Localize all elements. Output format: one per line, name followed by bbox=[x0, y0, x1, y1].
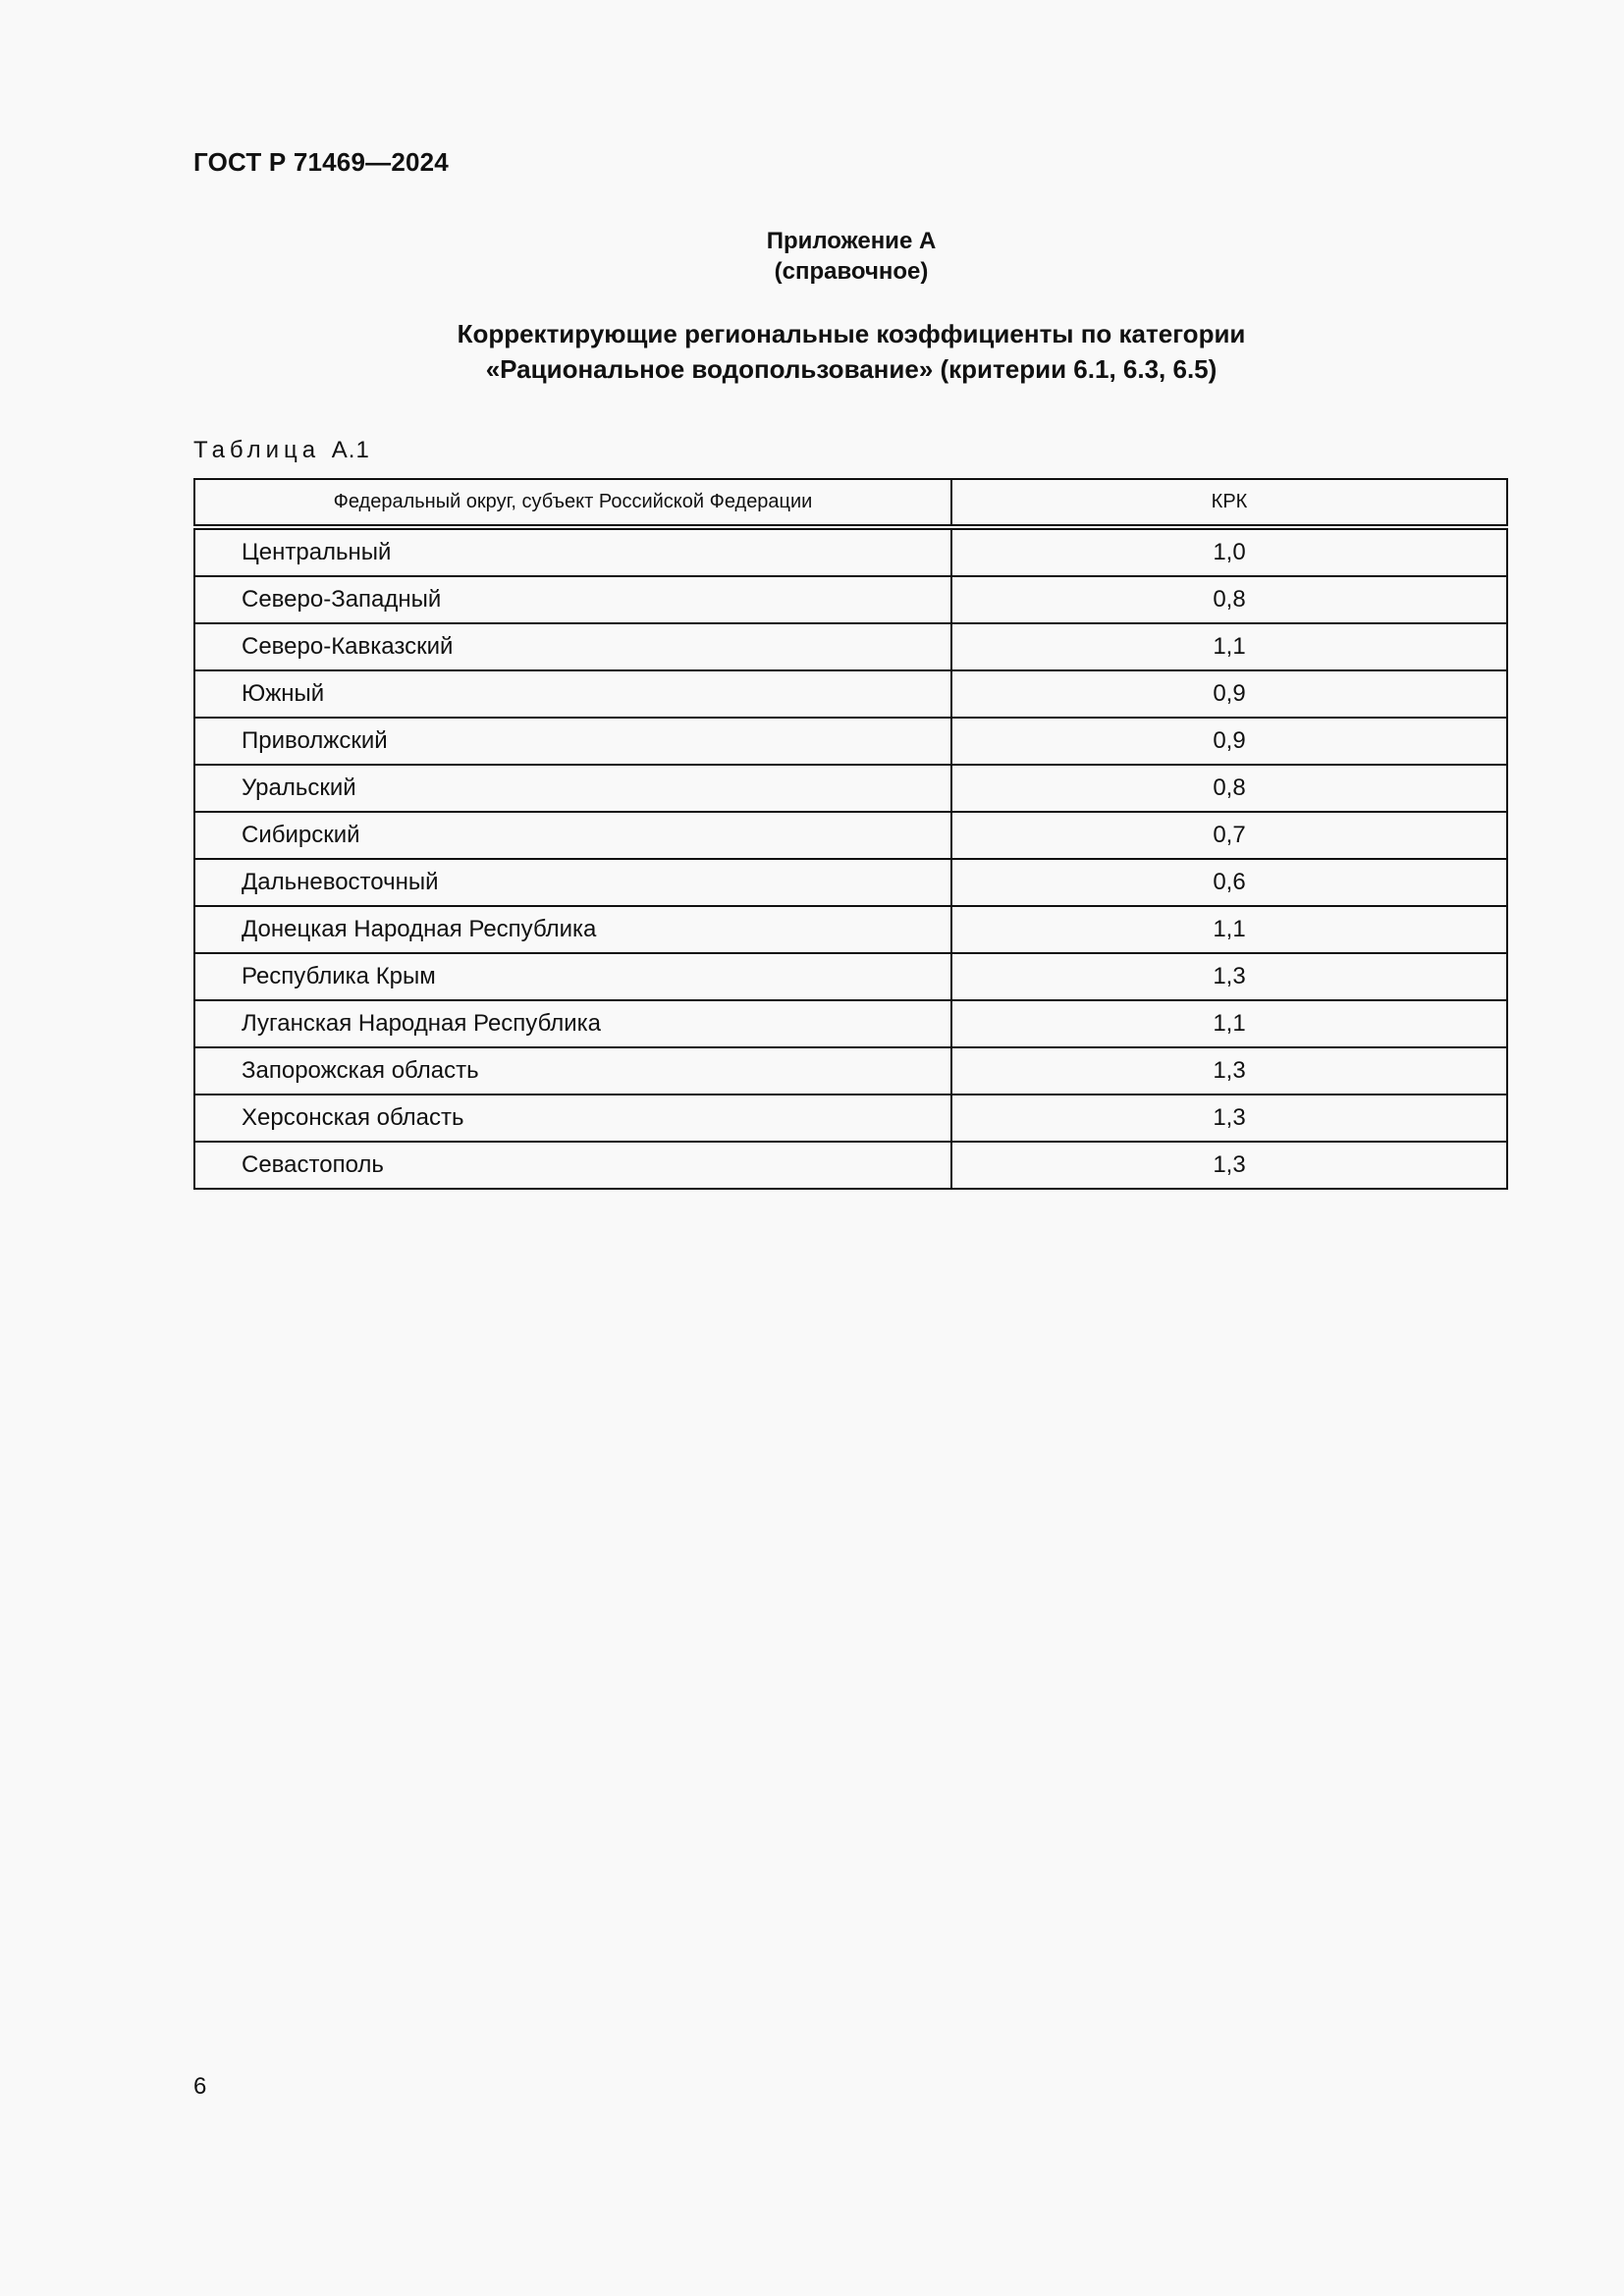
value-cell: 0,6 bbox=[951, 859, 1507, 906]
region-cell: Приволжский bbox=[194, 718, 951, 765]
value-cell: 1,1 bbox=[951, 1000, 1507, 1047]
region-cell: Севастополь bbox=[194, 1142, 951, 1189]
table-row bbox=[194, 765, 1507, 812]
appendix-type: (справочное) bbox=[774, 258, 929, 285]
table-row bbox=[194, 670, 1507, 718]
table-row bbox=[194, 812, 1507, 859]
table-row bbox=[194, 1095, 1507, 1142]
value-cell: 0,8 bbox=[951, 576, 1507, 623]
value-cell: 0,9 bbox=[951, 718, 1507, 765]
appendix-label: Приложение А bbox=[766, 228, 937, 254]
table-caption-word: Таблица bbox=[193, 437, 321, 463]
value-cell: 1,1 bbox=[951, 623, 1507, 670]
value-cell: 1,3 bbox=[951, 1047, 1507, 1095]
table-row bbox=[194, 1047, 1507, 1095]
region-cell: Дальневосточный bbox=[194, 859, 951, 906]
region-cell: Сибирский bbox=[194, 812, 951, 859]
table-row bbox=[194, 953, 1507, 1000]
value-cell: 1,3 bbox=[951, 953, 1507, 1000]
region-cell: Луганская Народная Республика bbox=[194, 1000, 951, 1047]
header-region: Федеральный округ, субъект Российской Федерации bbox=[194, 479, 951, 527]
value-cell: 0,8 bbox=[951, 765, 1507, 812]
table-row bbox=[194, 1000, 1507, 1047]
table-row bbox=[194, 1142, 1507, 1189]
region-cell: Уральский bbox=[194, 765, 951, 812]
table-header-row bbox=[194, 479, 1507, 527]
table-row bbox=[194, 718, 1507, 765]
coefficients-table bbox=[193, 478, 1508, 1190]
table-row bbox=[194, 623, 1507, 670]
table-caption bbox=[193, 437, 370, 464]
region-cell: Запорожская область bbox=[194, 1047, 951, 1095]
value-cell: 0,9 bbox=[951, 670, 1507, 718]
table-row bbox=[194, 527, 1507, 576]
section-title bbox=[0, 316, 1624, 387]
value-cell: 1,3 bbox=[951, 1095, 1507, 1142]
document-header: ГОСТ Р 71469—2024 bbox=[193, 147, 449, 177]
table-row bbox=[194, 576, 1507, 623]
region-cell: Республика Крым bbox=[194, 953, 951, 1000]
value-cell: 1,3 bbox=[951, 1142, 1507, 1189]
table-caption-number: А.1 bbox=[331, 437, 370, 463]
table-row bbox=[194, 906, 1507, 953]
region-cell: Центральный bbox=[194, 527, 951, 576]
region-cell: Южный bbox=[194, 670, 951, 718]
section-title-line-2: «Рациональное водопользование» (критерии 6.1, 6.3, 6.5) bbox=[485, 354, 1218, 384]
region-cell: Херсонская область bbox=[194, 1095, 951, 1142]
section-title-line-1: Корректирующие региональные коэффициенты по категории bbox=[457, 319, 1246, 348]
page-number: 6 bbox=[193, 2073, 207, 2100]
region-cell: Северо-Кавказский bbox=[194, 623, 951, 670]
value-cell: 0,7 bbox=[951, 812, 1507, 859]
value-cell: 1,1 bbox=[951, 906, 1507, 953]
header-coefficient: КРК bbox=[951, 479, 1507, 527]
appendix-heading bbox=[0, 226, 1624, 287]
region-cell: Донецкая Народная Республика bbox=[194, 906, 951, 953]
table-row bbox=[194, 859, 1507, 906]
region-cell: Северо-Западный bbox=[194, 576, 951, 623]
value-cell: 1,0 bbox=[951, 527, 1507, 576]
